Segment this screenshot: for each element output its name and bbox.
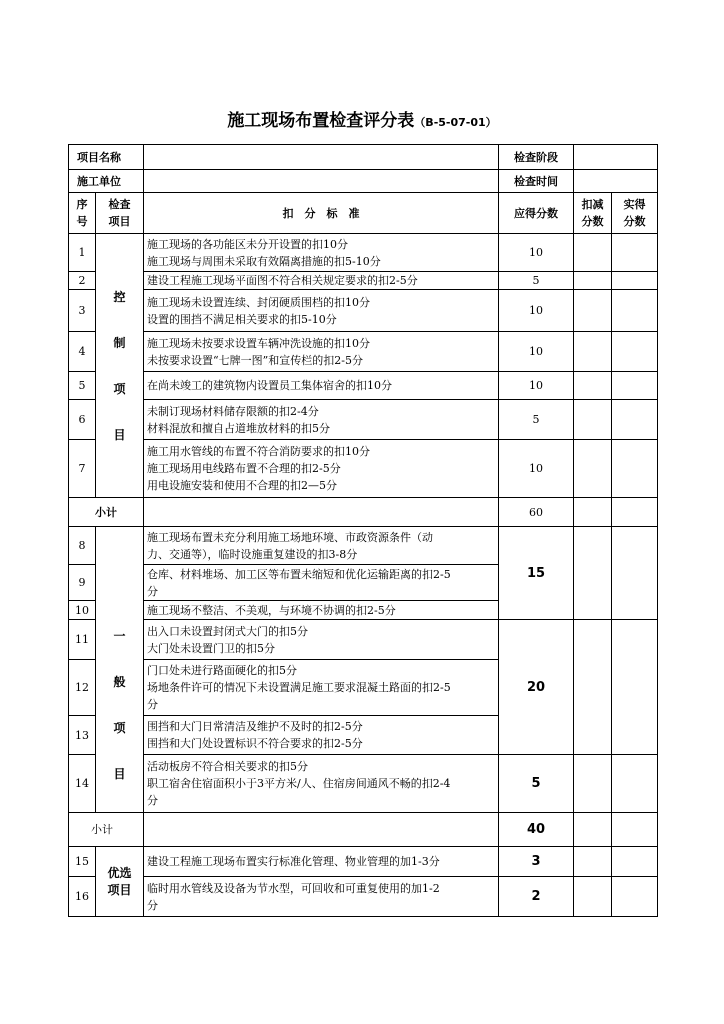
- table-row: [69, 234, 658, 272]
- row-number: 5: [69, 372, 96, 400]
- actual-cell[interactable]: [612, 272, 658, 290]
- scoring-table: [68, 144, 658, 917]
- deduct-cell[interactable]: [574, 527, 612, 620]
- actual-cell[interactable]: [612, 372, 658, 400]
- table-row: [69, 847, 658, 877]
- score-value: 5: [499, 272, 574, 290]
- construction-unit-field[interactable]: [144, 170, 499, 193]
- check-time-field[interactable]: [574, 170, 658, 193]
- criteria-text: 仓库、材料堆场、加工区等布置未缩短和优化运输距离的扣2-5 分: [144, 565, 499, 601]
- score-value: 10: [499, 290, 574, 332]
- row-number: 14: [69, 755, 96, 813]
- row-number: 13: [69, 716, 96, 755]
- construction-unit-label: 施工单位: [69, 170, 144, 193]
- score-value: 15: [499, 527, 574, 620]
- score-value: 10: [499, 440, 574, 498]
- row-number: 2: [69, 272, 96, 290]
- actual-cell[interactable]: [612, 755, 658, 813]
- table-row: [69, 620, 658, 660]
- header-row: [69, 145, 658, 170]
- form-code: （B-5-07-01）: [414, 116, 497, 129]
- column-header-row: [69, 193, 658, 234]
- actual-cell[interactable]: [612, 877, 658, 917]
- check-time-label: 检查时间: [499, 170, 574, 193]
- deduct-cell[interactable]: [574, 400, 612, 440]
- row-number: 16: [69, 877, 96, 917]
- check-stage-field[interactable]: [574, 145, 658, 170]
- table-row: [69, 527, 658, 565]
- row-number: 1: [69, 234, 96, 272]
- row-number: 9: [69, 565, 96, 601]
- header-row: [69, 170, 658, 193]
- score-value: 10: [499, 332, 574, 372]
- row-number: 7: [69, 440, 96, 498]
- table-row: [69, 755, 658, 813]
- table-row: [69, 272, 658, 290]
- subtotal-row: [69, 498, 658, 527]
- project-name-field[interactable]: [144, 145, 499, 170]
- criteria-text: 施工现场未设置连续、封闭硬质围档的扣10分 设置的围挡不满足相关要求的扣5-10分: [144, 290, 499, 332]
- row-number: 4: [69, 332, 96, 372]
- project-name-label: 项目名称: [69, 145, 144, 170]
- deduct-cell[interactable]: [574, 847, 612, 877]
- deduct-cell[interactable]: [574, 877, 612, 917]
- deduct-cell[interactable]: [574, 332, 612, 372]
- table-row: [69, 440, 658, 498]
- category-general-items: 一 般 项 目: [96, 527, 144, 813]
- category-preferred-items: 优选 项目: [96, 847, 144, 917]
- criteria-text: 出入口未设置封闭式大门的扣5分 大门处未设置门卫的扣5分: [144, 620, 499, 660]
- criteria-text: 施工现场不整洁、不美观，与环境不协调的扣2-5分: [144, 601, 499, 620]
- criteria-text: 施工现场未按要求设置车辆冲洗设施的扣10分 未按要求设置“七牌一图”和宣传栏的扣2-5分: [144, 332, 499, 372]
- criteria-text: 施工用水管线的布置不符合消防要求的扣10分 施工现场用电线路布置不合理的扣2-5分 用电设施安装和使用不合理的扣2—5分: [144, 440, 499, 498]
- actual-header: 实得 分数: [612, 193, 658, 234]
- row-number: 11: [69, 620, 96, 660]
- actual-cell[interactable]: [612, 813, 658, 847]
- actual-cell[interactable]: [612, 234, 658, 272]
- deduct-cell[interactable]: [574, 440, 612, 498]
- actual-cell[interactable]: [612, 620, 658, 755]
- deduct-cell[interactable]: [574, 813, 612, 847]
- form-title: [0, 106, 724, 131]
- deduct-cell[interactable]: [574, 498, 612, 527]
- row-number: 12: [69, 660, 96, 716]
- score-header: 应得分数: [499, 193, 574, 234]
- deduct-cell[interactable]: [574, 234, 612, 272]
- criteria-text: 建设工程施工现场布置实行标准化管理、物业管理的加1-3分: [144, 847, 499, 877]
- check-stage-label: 检查阶段: [499, 145, 574, 170]
- criteria-text: 未制订现场材料储存限额的扣2-4分 材料混放和擅自占道堆放材料的扣5分: [144, 400, 499, 440]
- subtotal-value: 40: [499, 813, 574, 847]
- score-value: 10: [499, 234, 574, 272]
- title-text: 施工现场布置检查评分表: [227, 111, 415, 131]
- score-value: 5: [499, 755, 574, 813]
- table-row: [69, 877, 658, 917]
- actual-cell[interactable]: [612, 847, 658, 877]
- row-number: 6: [69, 400, 96, 440]
- criteria-text: 施工现场布置未充分利用施工场地环境、市政资源条件（动 力、交通等），临时设施重复建设的扣3-8分: [144, 527, 499, 565]
- subtotal-label: 小计: [69, 498, 144, 527]
- actual-cell[interactable]: [612, 400, 658, 440]
- table-row: [69, 372, 658, 400]
- actual-cell[interactable]: [612, 527, 658, 620]
- criteria-text: 施工现场的各功能区未分开设置的扣10分 施工现场与周围未采取有效隔离措施的扣5-10分: [144, 234, 499, 272]
- criteria-text: 建设工程施工现场平面图不符合相关规定要求的扣2-5分: [144, 272, 499, 290]
- table-row: [69, 290, 658, 332]
- score-value: 5: [499, 400, 574, 440]
- deduct-cell[interactable]: [574, 755, 612, 813]
- table-row: [69, 400, 658, 440]
- row-number: 3: [69, 290, 96, 332]
- deduct-cell[interactable]: [574, 272, 612, 290]
- category-control-items: 控 制 项 目: [96, 234, 144, 498]
- subtotal-row: [69, 813, 658, 847]
- deduct-cell[interactable]: [574, 620, 612, 755]
- actual-cell[interactable]: [612, 290, 658, 332]
- score-value: 20: [499, 620, 574, 755]
- actual-cell[interactable]: [612, 440, 658, 498]
- criteria-text: 临时用水管线及设备为节水型，可回收和可重复使用的加1-2 分: [144, 877, 499, 917]
- subtotal-value: 60: [499, 498, 574, 527]
- row-number: 15: [69, 847, 96, 877]
- actual-cell[interactable]: [612, 498, 658, 527]
- item-header: 检查 项目: [96, 193, 144, 234]
- criteria-text: 门口处未进行路面硬化的扣5分 场地条件许可的情况下未设置满足施工要求混凝土路面的扣2-5 分: [144, 660, 499, 716]
- seq-header: 序 号: [69, 193, 96, 234]
- deduct-header: 扣减 分数: [574, 193, 612, 234]
- row-number: 8: [69, 527, 96, 565]
- score-value: 10: [499, 372, 574, 400]
- table-row: [69, 332, 658, 372]
- score-value: 2: [499, 877, 574, 917]
- criteria-header: 扣 分 标 准: [144, 193, 499, 234]
- criteria-text: 围挡和大门日常清洁及维护不及时的扣2-5分 围挡和大门处设置标识不符合要求的扣2-5分: [144, 716, 499, 755]
- actual-cell[interactable]: [612, 332, 658, 372]
- criteria-text: 活动板房不符合相关要求的扣5分 职工宿舍住宿面积小于3平方米/人、住宿房间通风不畅的扣2-4 分: [144, 755, 499, 813]
- score-value: 3: [499, 847, 574, 877]
- deduct-cell[interactable]: [574, 372, 612, 400]
- subtotal-label: 小计: [69, 813, 144, 847]
- deduct-cell[interactable]: [574, 290, 612, 332]
- criteria-text: 在尚未竣工的建筑物内设置员工集体宿舍的扣10分: [144, 372, 499, 400]
- row-number: 10: [69, 601, 96, 620]
